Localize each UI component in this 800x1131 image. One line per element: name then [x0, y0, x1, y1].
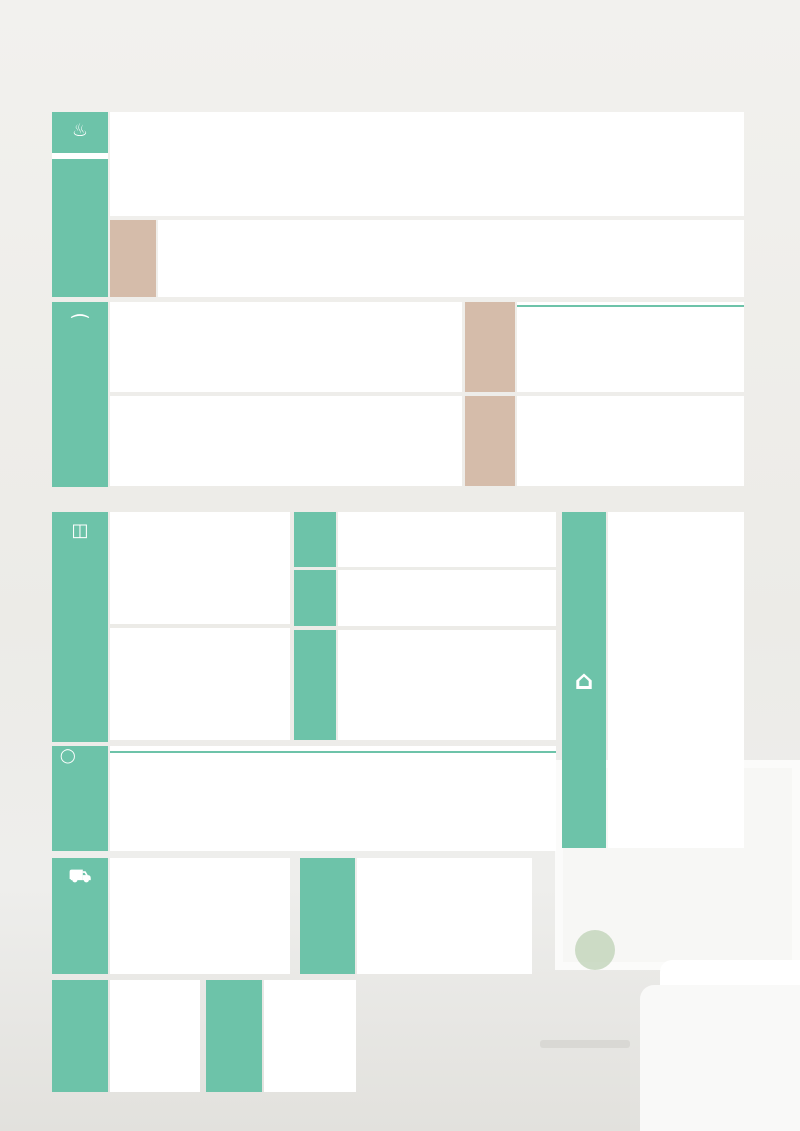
- screen-side-label: [294, 630, 336, 740]
- carwash-panel: [110, 858, 290, 974]
- mold-extra-label: [110, 220, 156, 297]
- background-sofa: [640, 985, 800, 1131]
- mat-panel: [264, 980, 356, 1092]
- house-icon: ⌂: [574, 666, 594, 696]
- bath-side-label: [52, 980, 108, 1092]
- spray-bottle-icon: ♨: [71, 120, 89, 141]
- pipe-extra1-panel: [517, 302, 744, 392]
- movein-side-label: [562, 512, 606, 848]
- mold-visit-note: [52, 153, 108, 159]
- organize-side-label: [300, 858, 355, 974]
- boiler-g1-panel: [110, 512, 290, 624]
- car-icon: ⛟: [68, 866, 92, 887]
- movein-panel: [608, 512, 744, 848]
- mold-side-label: [52, 112, 108, 297]
- drain-icon: ◯: [60, 748, 76, 764]
- pipe-side-label: [52, 302, 108, 487]
- condense-panel: [338, 512, 556, 567]
- boiler-pipe-panel: [110, 396, 462, 486]
- pipe-extra1-label: [465, 302, 515, 392]
- boiler-side-label: [52, 512, 108, 742]
- mold-extra-panel: [158, 220, 744, 297]
- pipe-extra2-panel: [517, 396, 744, 486]
- organize-panel: [357, 858, 532, 974]
- mold-panel: [110, 112, 744, 216]
- boiler-icon: ◫: [71, 520, 89, 541]
- mat-side-label: [206, 980, 262, 1092]
- boiler-g2-panel: [110, 628, 290, 740]
- coating-panel: [338, 570, 556, 626]
- background-table: [540, 1040, 630, 1048]
- condense-side-label: [294, 512, 336, 567]
- pipe-icon: ⌒: [71, 314, 89, 335]
- pipe-extra1-title: [517, 305, 744, 307]
- pipe-extra2-label: [465, 396, 515, 486]
- coating-side-label: [294, 570, 336, 626]
- bath-panel: [110, 980, 200, 1092]
- drain-panel: [110, 746, 556, 851]
- screen-panel: [338, 630, 556, 740]
- water-pipe-panel: [110, 302, 462, 392]
- drain-title: [110, 751, 556, 753]
- background-plant: [575, 930, 615, 970]
- carwash-side-label: [52, 858, 108, 974]
- pipe-extra2-price: [598, 464, 600, 483]
